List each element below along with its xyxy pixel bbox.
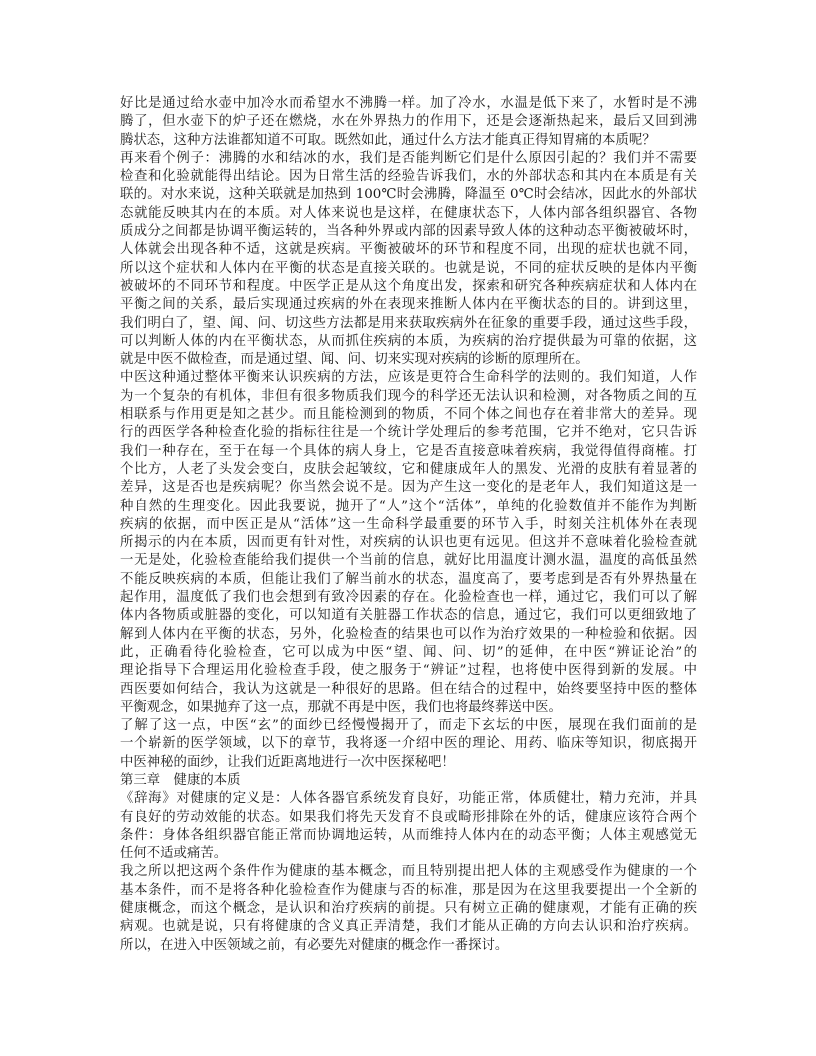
text-line: 起作用，温度低了我们也会想到有致冷因素的存在。化验检查也一样，通过它，我们可以了解 [120,590,697,606]
text-line: 平衡之间的关系，最后实现通过疾病的外在表现来推断人体内在平衡状态的目的。讲到这里， [120,297,697,313]
paragraph [120,717,697,772]
text-line: 腾了，但水壶下的炉子还在燃烧，水在外界热力的作用下，还是会逐渐热起来，最后又回到沸 [120,114,697,130]
text-line: 再来看个例子：沸腾的水和结冰的水，我们是否能判断它们是什么原因引起的？我们并不需要 [120,150,697,166]
text-line: 理论指导下合理运用化验检查手段，使之服务于“辨证”过程，也将使中医得到新的发展。中 [120,663,697,679]
paragraph [120,150,697,370]
text-line: 就是中医不做检查，而是通过望、闻、问、切来实现对疾病的诊断的原理所在。 [120,352,589,368]
paragraph [120,863,697,954]
text-line: 所以，在进入中医领域之前，有必要先对健康的概念作一番探讨。 [120,937,509,953]
text-line: 解到人体内在平衡的状态，另外，化验检查的结果也可以作为治疗效果的一种检验和依据。因 [120,626,697,642]
text-line: 所以这个症状和人体内在平衡的状态是直接关联的。也就是说，不同的症状反映的是体内平衡 [120,260,697,276]
paragraph [120,790,697,863]
text-line: 行的西医学各种检查化验的指标往往是一个统计学处理后的参考范围，它并不绝对，它只告诉 [120,425,697,441]
text-line: 为一个复杂的有机体，非但有很多物质我们现今的科学还无法认识和检测，对各物质之间的互 [120,388,697,404]
text-line: 西医要如何结合，我认为这就是一种很好的思路。但在结合的过程中，始终要坚持中医的整体 [120,681,697,697]
text-line: 质成分之间都是协调平衡运转的，当各种外界或内部的因素导致人体的这种动态平衡被破坏时， [120,224,697,240]
text-line: 《辞海》对健康的定义是：人体各器官系统发育良好，功能正常，体质健壮，精力充沛，并具 [120,791,697,807]
text-line: 中医神秘的面纱，让我们近距离地进行一次中医探秘吧！ [120,754,455,770]
text-line: 任何不适或痛苦。 [120,846,228,862]
text-line: 我们一种存在，至于在每一个具体的病人身上，它是否直接意味着疾病，我觉得值得商榷。打 [120,443,697,459]
text-line: 有良好的劳动效能的状态。如果我们将先天发育不良或畸形排除在外的话，健康应该符合两个 [120,809,697,825]
text-line: 病观。也就是说，只有将健康的含义真正弄清楚，我们才能从正确的方向去认识和治疗疾病。 [120,919,697,935]
text-line: 我之所以把这两个条件作为健康的基本概念，而且特别提出把人体的主观感受作为健康的一个 [120,864,697,880]
text-line: 不能反映疾病的本质，但能让我们了解当前水的状态，温度高了，要考虑到是否有外界热量在 [120,571,697,587]
text-line: 个比方，人老了头发会变白，皮肤会起皱纹，它和健康成年人的黑发、光滑的皮肤有着显著的 [120,461,697,477]
text-line: 种自然的生理变化。因此我要说，抛开了“人”这个“活体”，单纯的化验数值并不能作为判断 [120,498,697,514]
document-body [120,95,697,955]
text-line: 了解了这一点，中医“玄”的面纱已经慢慢揭开了，而走下玄坛的中医，展现在我们面前的是 [120,718,697,734]
chapter-heading [120,772,697,790]
paragraph [120,369,697,717]
text-line: 中医这种通过整体平衡来认识疾病的方法，应该是更符合生命科学的法则的。我们知道，人作 [120,370,697,386]
text-line: 体内各物质或脏器的变化，可以知道有关脏器工作状态的信息，通过它，我们可以更细致地了 [120,608,697,624]
text-line: 条件：身体各组织器官能正常而协调地运转，从而维持人体内在的动态平衡；人体主观感觉无 [120,827,697,843]
text-line: 被破坏的不同环节和程度。中医学正是从这个角度出发，探索和研究各种疾病症状和人体内在 [120,278,697,294]
text-line: 我们明白了，望、闻、问、切这些方法都是用来获取疾病外在征象的重要手段，通过这些手段， [120,315,697,331]
text-line: 疾病的依据，而中医正是从“活体”这一生命科学最重要的环节入手，时刻关注机体外在表现 [120,516,697,532]
text-line: 基本条件，而不是将各种化验检查作为健康与否的标准，那是因为在这里我要提出一个全新的 [120,882,697,898]
text-line: 健康概念，而这个概念，是认识和治疗疾病的前提。只有树立正确的健康观，才能有正确的疾 [120,901,697,917]
paragraph [120,95,697,150]
text-line: 好比是通过给水壶中加冷水而希望水不沸腾一样。加了冷水，水温是低下来了，水暂时是不沸 [120,96,697,111]
text-line: 差异，这是否也是疾病呢？你当然会说不是。因为产生这一变化的是老年人，我们知道这是一 [120,480,697,496]
text-line: 一个崭新的医学领域，以下的章节，我将逐一介绍中医的理论、用药、临床等知识，彻底揭开 [120,736,697,752]
text-line: 联的。对水来说，这种关联就是加热到 100℃时会沸腾，降温至 0℃时会结冰，因此水的外部状 [120,187,697,203]
text-line: 检查和化验就能得出结论。因为日常生活的经验告诉我们，水的外部状态和其内在本质是有关 [120,169,697,185]
chapter-heading-text: 第三章 健康的本质 [120,772,241,788]
text-line: 相联系与作用更是知之甚少。而且能检测到的物质，不同个体之间也存在着非常大的差异。现 [120,407,697,423]
text-line: 此，正确看待化验检查，它可以成为中医“望、闻、问、切”的延伸，在中医“辨证论治”的 [120,644,697,660]
text-line: 人体就会出现各种不适，这就是疾病。平衡被破坏的环节和程度不同，出现的症状也就不同， [120,242,697,258]
text-line: 一无是处，化验检查能给我们提供一个当前的信息，就好比用温度计测水温，温度的高低虽然 [120,553,697,569]
text-line: 平衡观念，如果抛弃了这一点，那就不再是中医，我们也将最终葬送中医。 [120,699,562,715]
text-line: 可以判断人体的内在平衡状态，从而抓住疾病的本质，为疾病的治疗提供最为可靠的依据，这 [120,333,697,349]
text-line: 所揭示的内在本质，因而更有针对性，对疾病的认识也更有远见。但这并不意味着化验检查就 [120,535,697,551]
text-line: 态就能反映其内在的本质。对人体来说也是这样，在健康状态下，人体内部各组织器官、各物 [120,205,697,221]
text-line: 腾状态，这种方法谁都知道不可取。既然如此，通过什么方法才能真正得知胃痛的本质呢？ [120,132,656,148]
